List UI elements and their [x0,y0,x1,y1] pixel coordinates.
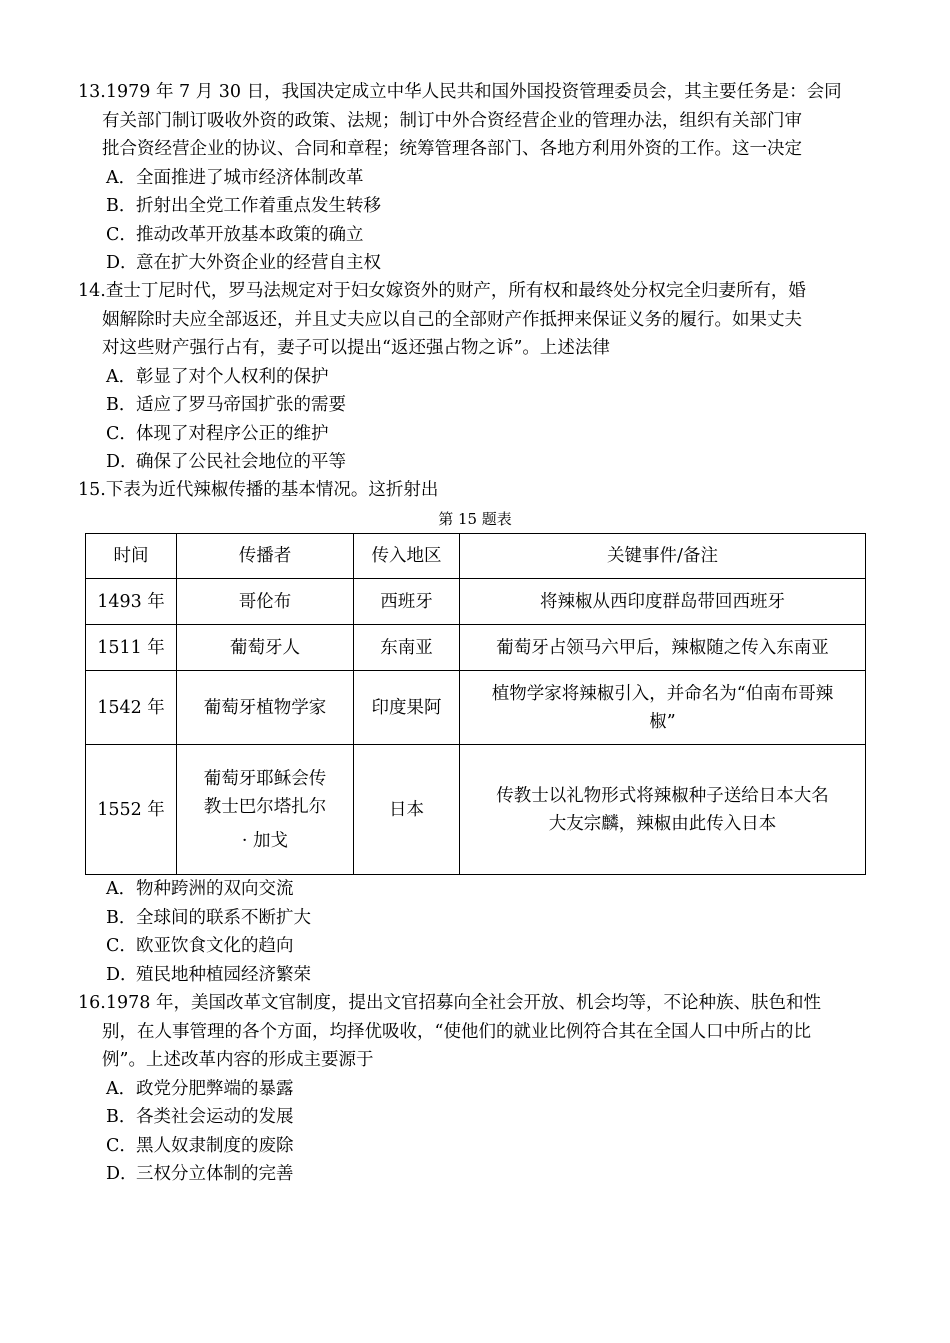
option-d[interactable]: D．殖民地种植园经济繁荣 [106,964,311,985]
cell-spreader [177,745,354,875]
cell-event [460,745,866,875]
stem-line: 1979 年 7 月 30 日，我国决定成立中华人民共和国外国投资管理委员会，其主要任务是：会同 [105,82,842,102]
cell-spreader: 葡萄牙植物学家 [177,671,354,745]
option-a[interactable]: A．全面推进了城市经济体制改革 [106,167,364,188]
cell-region: 印度果阿 [354,671,460,745]
stem-line: 批合资经营企业的协议、合同和章程；统筹管理各部门、各地方利用外资的工作。这一决定 [102,139,802,159]
question-stem [78,476,878,505]
question-number: 16. [78,993,106,1013]
cell-event: 葡萄牙占领马六甲后，辣椒随之传入东南亚 [460,625,866,671]
option-c[interactable]: C．欧亚饮食文化的趋向 [106,936,294,956]
cell-region: 西班牙 [354,579,460,625]
event-line: 大友宗麟，辣椒由此传入日本 [548,813,777,834]
event-line: 椒” [649,711,676,732]
question-number: 14. [78,281,106,301]
stem-line: 查士丁尼时代，罗马法规定对于妇女嫁资外的财产，所有权和最终处分权完全归妻所有，婚 [105,281,806,301]
question-stem [78,989,878,1075]
cell-region: 东南亚 [354,625,460,671]
cell-region: 日本 [354,745,460,875]
option-b[interactable]: B．适应了罗马帝国扩张的需要 [106,395,346,415]
option-d[interactable]: D．意在扩大外资企业的经营自主权 [106,253,381,273]
stem-line: 对这些财产强行占有，妻子可以提出“返还强占物之诉”。上述法律 [102,338,610,358]
question-16 [78,989,878,1189]
spreader-line: · 加戈 [241,830,289,851]
header-time: 时间 [86,534,177,579]
option-a[interactable]: A．物种跨洲的双向交流 [106,879,294,899]
option-d[interactable]: D．确保了公民社会地位的平等 [106,452,346,472]
question-stem [78,277,878,363]
cell-event [460,671,866,745]
cell-event: 将辣椒从西印度群岛带回西班牙 [460,579,866,625]
cell-time: 1552 年 [86,745,177,875]
option-c[interactable]: C．推动改革开放基本政策的确立 [106,224,364,245]
question-15 [78,476,878,505]
option-b[interactable]: B．各类社会运动的发展 [106,1107,294,1127]
question-stem [78,78,878,164]
stem-line: 有关部门制订吸收外资的政策、法规；制订中外合资经营企业的管理办法，组织有关部门审 [102,110,802,131]
event-line: 传教士以礼物形式将辣椒种子送给日本大名 [496,785,829,806]
propagation-table [85,533,866,875]
table-header-row [86,534,866,579]
option-c[interactable]: C．黑人奴隶制度的废除 [106,1135,294,1156]
stem-line: 1978 年，美国改革文官制度，提出文官招募向全社会开放、机会均等，不论种族、肤色和性 [105,993,821,1013]
table-row [86,625,866,671]
header-spreader: 传播者 [177,534,354,579]
option-b[interactable]: B．折射出全党工作着重点发生转移 [106,196,381,216]
header-event: 关键事件/备注 [460,534,866,579]
question-15-options [78,875,878,989]
cell-time: 1542 年 [86,671,177,745]
option-c[interactable]: C．体现了对程序公正的维护 [106,423,329,444]
question-number: 15. [78,480,106,500]
table-row [86,671,866,745]
option-d[interactable]: D．三权分立体制的完善 [106,1164,294,1184]
header-region: 传入地区 [354,534,460,579]
stem-line: 下表为近代辣椒传播的基本情况。这折射出 [105,480,439,500]
table-caption: 第 15 题表 [438,510,512,528]
question-number: 13. [78,82,106,102]
option-a[interactable]: A．彰显了对个人权利的保护 [106,366,329,387]
cell-spreader: 哥伦布 [177,579,354,625]
event-line: 植物学家将辣椒引入，并命名为“伯南布哥辣 [491,683,834,704]
option-a[interactable]: A．政党分肥弊端的暴露 [106,1078,294,1099]
option-b[interactable]: B．全球间的联系不断扩大 [106,907,311,928]
cell-time: 1493 年 [86,579,177,625]
question-14 [78,277,878,477]
table-row [86,579,866,625]
stem-line: 姻解除时夫应全部返还，并且丈夫应以自己的全部财产作抵押来保证义务的履行。如果丈夫 [102,309,802,330]
cell-spreader: 葡萄牙人 [177,625,354,671]
spreader-line: 教士巴尔塔扎尔 [203,796,327,817]
spreader-line: 葡萄牙耶稣会传 [203,768,327,789]
stem-line: 别，在人事管理的各个方面，均择优吸收，“使他们的就业比例符合其在全国人口中所占的比 [102,1021,811,1042]
cell-time: 1511 年 [86,625,177,671]
stem-line: 例”。上述改革内容的形成主要源于 [102,1050,374,1070]
question-13 [78,78,878,278]
table-row [86,745,866,875]
